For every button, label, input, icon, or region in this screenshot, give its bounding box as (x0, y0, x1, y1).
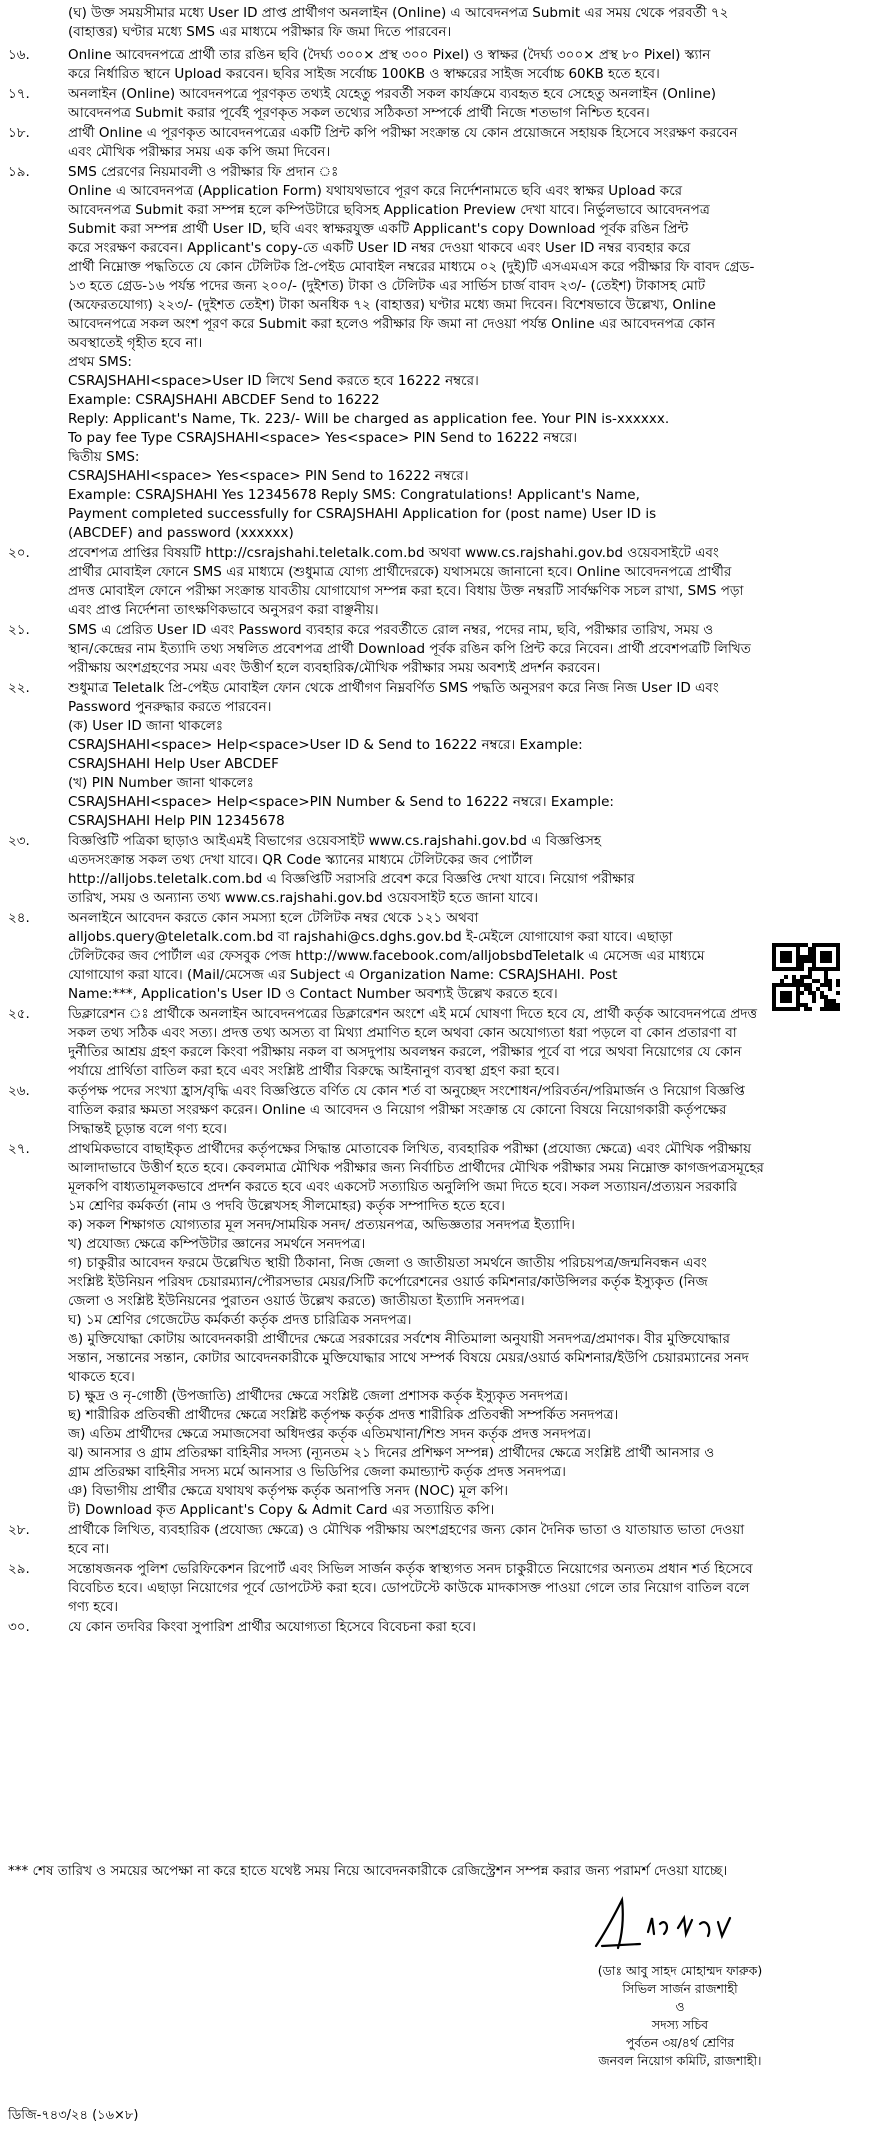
intro-line: (বাহাত্তর) ঘণ্টার মধ্যে SMS এর মাধ্যমে পরীক্ষার ফি জমা দিতে পারবেন। (68, 24, 452, 40)
item-line: ঘ) ১ম শ্রেণির গেজেটেড কর্মকর্তা কর্তৃক প্রদত্ত চারিত্রিক সনদপত্র। (68, 1312, 412, 1328)
item-line: Name:***, Application's User ID ও Contact Number অবশ্যই উল্লেখ করতে হবে। (68, 986, 558, 1002)
item-line: সিদ্ধান্তই চূড়ান্ত বলে গণ্য হবে। (68, 1121, 228, 1137)
item-number: ১৬. (8, 47, 30, 63)
item-line: অবস্থাতেই গৃহীত হবে না। (68, 335, 203, 351)
item-line: (ABCDEF) and password (xxxxxx) (68, 525, 294, 541)
item-line: প্রদত্ত মোবাইল ফোনে পরীক্ষা সংক্রান্ত যাবতীয় যোগাযোগ সম্পন্ন করা হবে। বিধায় উক্ত নম্বরটি সার্বক্ষণিক সচল রাখা, SMS পড়া (68, 583, 744, 599)
item-line: CSRAJSHAHI<space> Help<space>User ID & Send to 16222 নম্বরে। Example: (68, 737, 583, 753)
item-line: Example: CSRAJSHAHI Yes 12345678 Reply SMS: Congratulations! Applicant's Name, (68, 487, 640, 503)
signatory-role: সদস্য সচিব (651, 2017, 709, 2032)
intro-paragraph (68, 4, 840, 42)
item-line: দুর্নীতির আশ্রয় গ্রহণ করলে কিংবা পরীক্ষায় নকল বা অসদুপায় অবলম্বন করলে, পরীক্ষার পূর্বে বা পরে অথবা নিয়োগের যে কোন (68, 1044, 742, 1060)
item-line: হবে না। (68, 1541, 110, 1557)
item-paragraph (68, 1618, 840, 1637)
item-line: থাকতে হবে। (68, 1369, 135, 1385)
item-number: ২৪. (8, 910, 30, 926)
item-line: প্রার্থী Online এ পূরণকৃত আবেদনপত্রের একটি প্রিন্ট কপি পরীক্ষা সংক্রান্ত যে কোন প্রয়োজনে সহায়ক হিসেবে সংরক্ষণ করবেন (68, 125, 738, 141)
and-text: ও (675, 1999, 685, 2014)
item-line: CSRAJSHAHI<space> Yes<space> PIN Send to 16222 নম্বরে। (68, 468, 469, 484)
item-line: এবং মৌখিক পরীক্ষার সময় এক কপি জমা দিবেন। (68, 144, 331, 160)
item-line: প্রাথমিকভাবে বাছাইকৃত প্রার্থীদের কর্তৃপক্ষের সিদ্ধান্ত মোতাবেক লিখিত, ব্যবহারিক পরীক্ষা (প্রযোজ্য ক্ষেত্রে) এবং মৌখিক পরীক্ষায় (68, 1141, 752, 1157)
item-line: প্রার্থীকে লিখিত, ব্যবহারিক (প্রযোজ্য ক্ষেত্রে) ও মৌখিক পরীক্ষায় অংশগ্রহণের জন্য কোন দৈনিক ভাতা ও যাতায়াত ভাতা দেওয়া (68, 1522, 745, 1538)
item-number: ২২. (8, 680, 30, 696)
item-line: যোগাযোগ করা যাবে। (Mail/মেসেজ এর Subject এ Organization Name: CSRAJSHAHI. Post (68, 967, 618, 983)
item-line: সন্তোষজনক পুলিশ ভেরিফিকেশন রিপোর্ট এবং সিভিল সার্জন কর্তৃক স্বাস্থ্যগত সনদ চাকুরীতে নিয়োগের অন্যতম প্রধান শর্ত হিসেবে (68, 1561, 753, 1577)
item-line: অনলাইনে আবেদন করতে কোন সমস্যা হলে টেলিটক নম্বর থেকে ১২১ অথবা (68, 910, 479, 926)
item-line: করে সংরক্ষণ করবেন। Applicant's copy-তে একটি User ID নম্বর দেওয়া থাকবে এবং User ID নম্বর ব্যবহার করে (68, 240, 691, 256)
item-line: (ক) User ID জানা থাকলেঃ (68, 718, 224, 734)
signatory-name: (ডাঃ আবু সাহদ মোহাম্মদ ফারুক) (597, 1963, 763, 1978)
item-number: ২৫. (8, 1006, 30, 1022)
item-line: http://alljobs.teletalk.com.bd এ বিজ্ঞপ্তিটি সরাসরি প্রবেশ করে বিজ্ঞপ্তি দেখা যাবে। নিয়োগ পরীক্ষার (68, 871, 635, 887)
item-number: ২৮. (8, 1522, 30, 1538)
item-line: ছ) শারীরিক প্রতিবন্ধী প্রার্থীদের ক্ষেত্রে সংশ্লিষ্ট কর্তৃপক্ষ কর্তৃক প্রদত্ত শারীরিক প্রতিবন্ধী সম্পর্কিত সনদপত্র। (68, 1407, 619, 1423)
item-line: সংশ্লিষ্ট ইউনিয়ন পরিষদ চেয়ারম্যান/পৌরসভার মেয়র/সিটি কর্পোরেশনের ওয়ার্ড কমিশনার/কাউন্সিলর কর্তৃক ইস্যুকৃত (নিজ (68, 1274, 708, 1290)
item-line: গ্রাম প্রতিরক্ষা বাহিনীর সদস্য মর্মে আনসার ও ভিডিপির জেলা কমান্ড্যান্ট কর্তৃক প্রদত্ত সনদপত্র। (68, 1464, 566, 1480)
item-number: ২৭. (8, 1141, 30, 1157)
item-line: To pay fee Type CSRAJSHAHI<space> Yes<space> PIN Send to 16222 নম্বরে। (68, 430, 578, 446)
item-line: ১৩ হতে গ্রেড-১৬ পর্যন্ত পদের জন্য ২০০/- (দুইশত) টাকা ও টেলিটক এর সার্ভিস চার্জ বাবদ ২৩/- (তেইশ) টাকাসহ মোট (68, 278, 706, 294)
item-number: ৩০. (8, 1619, 30, 1635)
item-line: Online আবেদনপত্রে প্রার্থী তার রঙিন ছবি (দৈর্ঘ্য ৩০০× প্রস্থ ৩০০ Pixel) ও স্বাক্ষর (দৈর্ঘ্য ৩০০× প্রস্থ ৮০ Pixel) স্ক্যান (68, 47, 711, 63)
item-line: সন্তান, সন্তানের সন্তান, কোটার আবেদনকারীকে মুক্তিযোদ্ধার সাথে সম্পর্ক বিষয়ে মেয়র/ওয়ার্ড কমিশনার/ইউপি চেয়ারম্যানের সনদ (68, 1350, 749, 1366)
item-line: স্থান/কেন্দ্রের নাম ইত্যাদি তথ্য সম্বলিত প্রবেশপত্র প্রার্থী Download পূর্বক রঙিন কপি প্রিন্ট করে নিবেন। প্রার্থী প্রবেশপত্রটি লিখিত (68, 641, 751, 657)
item-line: CSRAJSHAHI<space> Help<space>PIN Number & Send to 16222 নম্বরে। Example: (68, 794, 614, 810)
item-line: শুধুমাত্র Teletalk প্রি-পেইড মোবাইল ফোন থেকে প্রার্থীগণ নিম্নবর্ণিত SMS পদ্ধতি অনুসরণ করে নিজ নিজ User ID এবং (68, 680, 719, 696)
item-paragraph (68, 46, 840, 84)
signatory-title: সিভিল সার্জন রাজশাহী (622, 1981, 738, 1996)
item-paragraph (68, 1082, 840, 1139)
item-line: পরীক্ষায় অংশগ্রহণের সময় এবং উত্তীর্ণ হলে ব্যবহারিক/মৌখিক পরীক্ষার সময় অবশ্যই প্রদর্শন করবেন। (68, 660, 601, 676)
item-line: ঞ) বিভাগীয় প্রার্থীর ক্ষেত্রে যথাযথ কর্তৃপক্ষ কর্তৃক অনাপত্তি সনদ (NOC) মূল কপি। (68, 1483, 509, 1499)
item-line: টেলিটকের জব পোর্টাল এর ফেসবুক পেজ http://www.facebook.com/alljobsbdTeletalk এ মেসেজ এর মাধ্যমে (68, 948, 705, 964)
signature-block (520, 1962, 840, 2070)
item-line: প্রথম SMS: (68, 354, 132, 370)
item-line: তারিখ, সময় ও অন্যান্য তথ্য www.cs.rajshahi.gov.bd ওয়েবসাইট হতে জানা যাবে। (68, 890, 539, 906)
item-line: আবেদনপত্রে সকল অংশ পূরণ করে Submit করা হলেও পরীক্ষার ফি জমা না দেওয়া পর্যন্ত Online এর আবেদনপত্র কোন (68, 316, 716, 332)
intro-line: (ঘ) উক্ত সময়সীমার মধ্যে User ID প্রাপ্ত প্রার্থীগণ অনলাইন (Online) এ আবেদনপত্র Submit এর সময় থেকে পরবর্তী ৭২ (68, 5, 729, 21)
item-number: ২৬. (8, 1083, 30, 1099)
item-paragraph (68, 1521, 840, 1559)
item-line: আলাদাভাবে উত্তীর্ণ হতে হবে। কেবলমাত্র মৌখিক পরীক্ষার জন্য নির্বাচিত প্রার্থীদের মৌখিক পরীক্ষার সময় নিম্নোক্ত কাগজপত্রসমূহের (68, 1160, 764, 1176)
item-line: খ) প্রযোজ্য ক্ষেত্রে কম্পিউটার জ্ঞানের সমর্থনে সনদপত্র। (68, 1236, 366, 1252)
item-number: ২৩. (8, 833, 30, 849)
item-line: alljobs.query@teletalk.com.bd বা rajshahi@cs.dghs.gov.bd ই-মেইলে যোগাযোগ করা যাবে। এছাড়া (68, 929, 673, 945)
item-line: ১ম শ্রেণির কর্মকর্তা (নাম ও পদবি উল্লেখসহ সীলমোহর) কর্তৃক সম্পাদিত হতে হবে। (68, 1198, 505, 1214)
item-line: SMS এ প্রেরিত User ID এবং Password ব্যবহার করে পরবর্তীতে রোল নম্বর, পদের নাম, ছবি, পরীক্ষার তারিখ, সময় ও (68, 622, 714, 638)
item-number: ২৯. (8, 1561, 30, 1577)
item-line: বিজ্ঞপ্তিটি পত্রিকা ছাড়াও আইএমই বিভাগের ওয়েবসাইট www.cs.rajshahi.gov.bd এ বিজ্ঞপ্তিসহ (68, 833, 602, 849)
item-line: Example: CSRAJSHAHI ABCDEF Send to 16222 (68, 392, 380, 408)
item-line: ট) Download কৃত Applicant's Copy & Admit Card এর সত্যায়িত কপি। (68, 1502, 495, 1518)
item-line: যে কোন তদবির কিংবা সুপারিশ প্রার্থীর অযোগ্যতা হিসেবে বিবেচনা করা হবে। (68, 1619, 476, 1635)
item-line: কর্তৃপক্ষ পদের সংখ্যা হ্রাস/বৃদ্ধি এবং বিজ্ঞপ্তিতে বর্ণিত যে কোন শর্ত বা অনুচ্ছেদ সংশোধন/পরিবর্তন/পরিমার্জন ও নিয়োগ বিজ্ঞপ্তি (68, 1083, 745, 1099)
item-line: আবেদনপত্র Submit করা সম্পন্ন হলে কম্পিউটারে ছবিসহ Application Preview দেখা যাবে। নির্ভুলভাবে আবেদনপত্র (68, 202, 710, 218)
item-line: Payment completed successfully for CSRAJSHAHI Application for (post name) User ID is (68, 506, 657, 522)
item-paragraph (68, 163, 840, 543)
item-line: জ) এতিম প্রার্থীদের ক্ষেত্রে সমাজসেবা অধিদপ্তর কর্তৃক এতিমখানা/শিশু সদন কর্তৃক প্রদত্ত সনদপত্র। (68, 1426, 591, 1442)
item-line: অনলাইন (Online) আবেদনপত্রে পূরণকৃত তথ্যই যেহেতু পরবর্তী সকল কার্যক্রমে ব্যবহৃত হবে সেহেতু অনলাইন (Online) (68, 86, 717, 102)
item-line: এবং প্রাপ্ত নির্দেশনা তাৎক্ষণিকভাবে অনুসরণ করা বাঞ্ছনীয়। (68, 602, 379, 618)
item-paragraph (68, 1140, 840, 1520)
item-line: ডিক্লারেশন ঃ প্রার্থীকে অনলাইন আবেদনপত্রের ডিক্লারেশন অংশে এই মর্মে ঘোষণা দিতে হবে যে, প্রার্থী কর্তৃক আবেদনপত্রে প্রদত্ত (68, 1006, 758, 1022)
item-line: ঝ) আনসার ও গ্রাম প্রতিরক্ষা বাহিনীর সদস্য (ন্যূনতম ২১ দিনের প্রশিক্ষণ সম্পন্ন) প্রার্থীদের ক্ষেত্রে সংশ্লিষ্ট প্রার্থী আনসার ও (68, 1445, 715, 1461)
item-line: এতদসংক্রান্ত সকল তথ্য দেখা যাবে। QR Code স্ক্যানের মাধ্যমে টেলিটকের জব পোর্টাল (68, 852, 533, 868)
item-paragraph (68, 1005, 840, 1081)
item-paragraph (68, 85, 840, 123)
item-line: আবেদনপত্র Submit করার পূর্বেই পূরণকৃত সকল তথ্যের সঠিকতা সম্পর্কে প্রার্থী নিজে শতভাগ নিশ্চিত হবেন। (68, 105, 650, 121)
item-line: Reply: Applicant's Name, Tk. 223/- Will be charged as application fee. Your PIN is-xxxxxx. (68, 411, 670, 427)
item-line: দ্বিতীয় SMS: (68, 449, 140, 465)
item-line: বাতিল করার ক্ষমতা সংরক্ষণ করেন। Online এ আবেদন ও নিয়োগ পরীক্ষা সংক্রান্ত যে কোনো বিষয়ে নিয়োগকারী কর্তৃপক্ষের (68, 1102, 727, 1118)
item-line: প্রার্থী নিম্নোক্ত পদ্ধতিতে যে কোন টেলিটক প্রি-পেইড মোবাইল নম্বরের মাধ্যমে ০২ (দুই)টি এসএমএস করে পরীক্ষার ফি বাবদ গ্রেড- (68, 259, 755, 275)
item-line: (খ) PIN Number জানা থাকলেঃ (68, 775, 254, 791)
advice-note: *** শেষ তারিখ ও সময়ের অপেক্ষা না করে হাতে যথেষ্ট সময় নিয়ে আবেদনকারীকে রেজিস্ট্রেশন সম্পন্ন করার জন্য পরামর্শ দেওয়া যাচ্ছে। (8, 1863, 728, 1879)
item-line: প্রবেশপত্র প্রাপ্তির বিষয়টি http://csrajshahi.teletalk.com.bd অথবা www.cs.rajshahi.gov.bd ওয়েবসাইটে এবং (68, 545, 719, 561)
item-line: করে নির্ধারিত স্থানে Upload করবেন। ছবির সাইজ সর্বোচ্চ 100KB ও স্বাক্ষরের সাইজ সর্বোচ্চ 60KB হতে হবে। (68, 66, 660, 82)
item-line: CSRAJSHAHI Help PIN 12345678 (68, 813, 285, 829)
qr-code-graphic (772, 943, 840, 1011)
qr-code (772, 943, 840, 1011)
signature (588, 1888, 748, 1956)
item-line: সকল তথ্য সঠিক এবং সত্য। প্রদত্ত তথ্য অসত্য বা মিথ্যা প্রমাণিত হলে অথবা কোন অযোগ্যতা ধরা পড়লে বা কোন প্রতারণা বা (68, 1025, 737, 1041)
item-number: ২০. (8, 545, 30, 561)
item-line: গ) চাকুরীর আবেদন ফরমে উল্লেখিত স্থায়ী ঠিকানা, নিজ জেলা ও জাতীয়তা সমর্থনে জাতীয় পরিচয়পত্র/জন্মনিবন্ধন এবং (68, 1255, 707, 1271)
item-line: গণ্য হবে। (68, 1599, 119, 1615)
item-line: ক) সকল শিক্ষাগত যোগ্যতার মূল সনদ/সাময়িক সনদ/ প্রত্যয়নপত্র, অভিজ্ঞতার সনদপত্র ইত্যাদি। (68, 1217, 575, 1233)
item-line: (অফেরতযোগ্য) ২২৩/- (দুইশত তেইশ) টাকা অনধিক ৭২ (বাহাত্তর) ঘণ্টার মধ্যে জমা দিবেন। বিশেষভাবে উল্লেখ্য, Online (68, 297, 716, 313)
committee-line: পুর্বতন ৩য়/৪র্থ শ্রেণির (625, 2035, 735, 2050)
item-line: মূলকপি বাধ্যতামূলকভাবে প্রদর্শন করতে হবে এবং একসেট সত্যায়িত অনুলিপি জমা দিতে হবে। সকল সত্যায়ন/প্রত্যয়ন সরকারি (68, 1179, 738, 1195)
item-line: Password পুনরুদ্ধার করতে পারবেন। (68, 699, 272, 715)
signature-graphic (588, 1888, 748, 1956)
item-line: জেলা ও সংশ্লিষ্ট ইউনিয়নের পুরাতন ওয়ার্ড উল্লেখ করতে) জাতীয়তা ইত্যাদি সনদপত্র। (68, 1293, 525, 1309)
item-line: বিবেচিত হবে। এছাড়া নিয়োগের পূর্বে ডোপটেস্ট করা হবে। ডোপটেস্টে কাউকে মাদকাসক্ত পাওয়া গেলে তার নিয়োগ বাতিল বলে (68, 1580, 750, 1596)
item-line: পর্যায়ে প্রার্থিতা বাতিল করা হবে এবং সংশ্লিষ্ট প্রার্থীর বিরুদ্ধে আইনানুগ ব্যবস্থা গ্রহণ করা হবে। (68, 1063, 560, 1079)
item-number: ১৯. (8, 164, 30, 180)
item-line: CSRAJSHAHI<space>User ID লিখে Send করতে হবে 16222 নম্বরে। (68, 373, 479, 389)
item-number: ১৭. (8, 86, 30, 102)
item-paragraph (68, 621, 840, 678)
item-paragraph (68, 544, 840, 620)
item-paragraph (68, 679, 840, 831)
item-paragraph (68, 832, 840, 908)
item-line: Online এ আবেদনপত্র (Application Form) যথাযথভাবে পূরণ করে নির্দেশনামতে ছবি এবং স্বাক্ষর Upload করে (68, 183, 683, 199)
item-paragraph (68, 909, 840, 1004)
item-line: SMS প্রেরণের নিয়মাবলী ও পরীক্ষার ফি প্রদান ঃ (68, 164, 339, 180)
item-line: প্রার্থীর মোবাইল ফোনে SMS এর মাধ্যমে (শুধুমাত্র যোগ্য প্রার্থীদেরকে) যথাসময়ে জানানো হবে। Online আবেদনপত্রে প্রার্থীর (68, 564, 732, 580)
item-number: ১৮. (8, 125, 30, 141)
item-line: CSRAJSHAHI Help User ABCDEF (68, 756, 279, 772)
item-line: চ) ক্ষুদ্র ও নৃ-গোষ্ঠী (উপজাতি) প্রার্থীদের ক্ষেত্রে সংশ্লিষ্ট জেলা প্রশাসক কর্তৃক ইস্যুকৃত সনদপত্র। (68, 1388, 569, 1404)
print-code: ডিজি-৭৪৩/২৪ (১৬×৮) (8, 2108, 139, 2123)
committee-line: জনবল নিয়োগ কমিটি, রাজশাহী। (598, 2053, 762, 2068)
item-paragraph (68, 1560, 840, 1617)
item-line: ঙ) মুক্তিযোদ্ধা কোটায় আবেদনকারী প্রার্থীদের ক্ষেত্রে সরকারের সর্বশেষ নীতিমালা অনুযায়ী সনদপত্র/প্রমাণক। বীর মুক্তিযোদ্ধার (68, 1331, 730, 1347)
item-number: ২১. (8, 622, 30, 638)
item-line: Submit করা সম্পন্ন প্রার্থী User ID, ছবি এবং স্বাক্ষরযুক্ত একটি Applicant's copy Download পূর্বক রঙিন প্রিন্ট (68, 221, 689, 237)
item-paragraph (68, 124, 840, 162)
